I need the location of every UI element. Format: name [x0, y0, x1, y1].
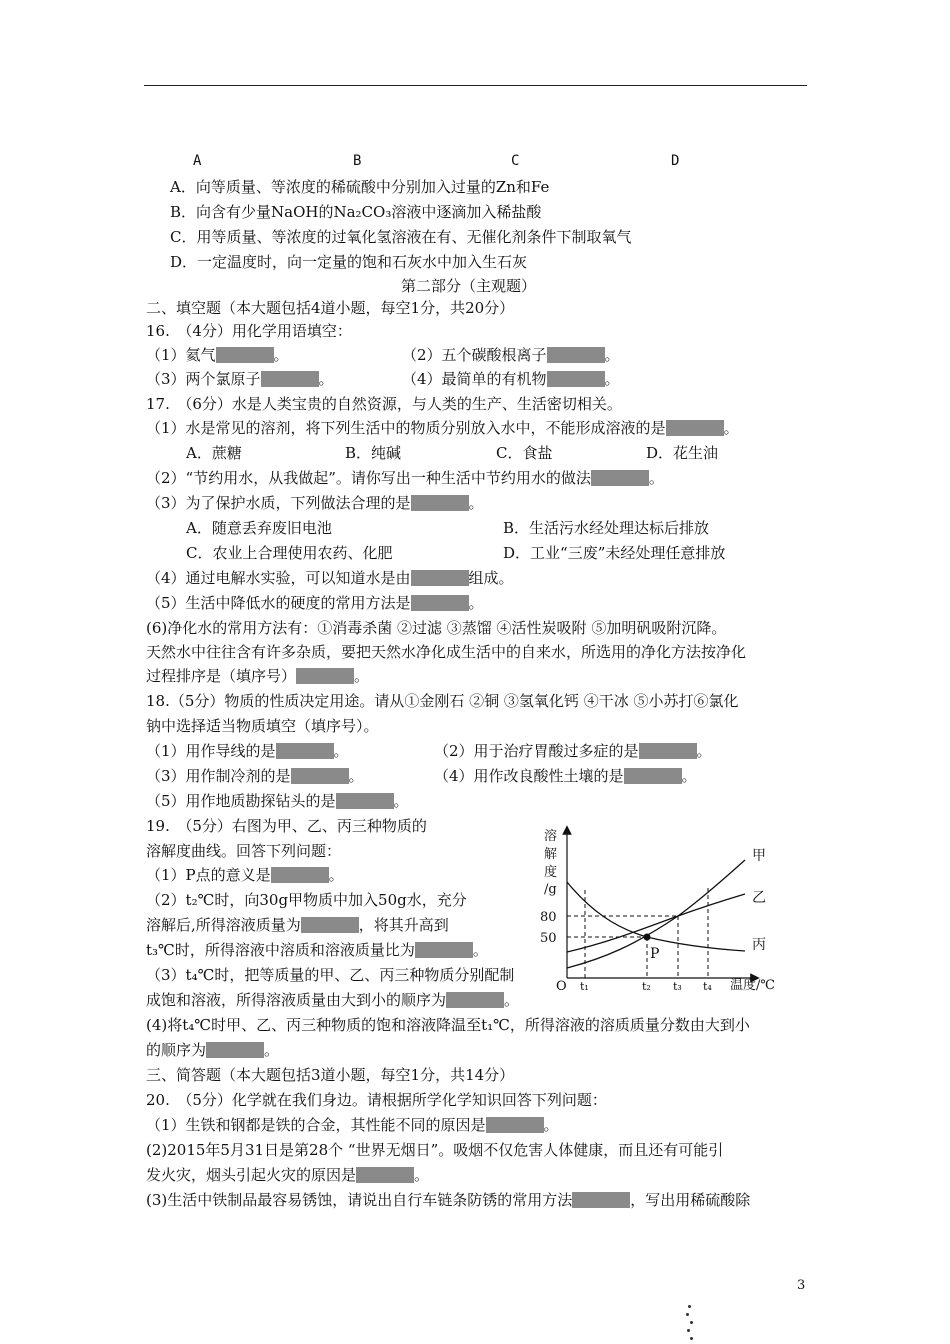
- x-tick-t2: t₂: [642, 980, 651, 993]
- q17-p3-option-d: D．工业“三废”未经处理任意排放: [503, 544, 726, 562]
- artifact-dot: [687, 1329, 690, 1332]
- answer-blank[interactable]: [291, 768, 349, 784]
- answer-blank[interactable]: [206, 1042, 264, 1058]
- answer-blank[interactable]: [261, 371, 319, 387]
- q19-line2: 溶解度曲线。回答下列问题：: [146, 842, 342, 860]
- option-d: D．一定温度时，向一定量的饱和石灰水中加入生石灰: [170, 253, 528, 271]
- y-label-1: 溶: [544, 829, 558, 844]
- q20-part1: （1）生铁和钢都是铁的合金，其性能不同的原因是 。: [146, 1116, 559, 1134]
- q17-p3-option-a: A．随意丢弃废旧电池: [186, 519, 332, 537]
- y-label-4: /g: [544, 882, 557, 897]
- q19-line10: 的顺序为 。: [146, 1041, 280, 1059]
- x-tick-t3: t₃: [673, 980, 682, 993]
- answer-blank[interactable]: [591, 470, 649, 486]
- answer-blank[interactable]: [547, 371, 605, 387]
- q16-item-2: （2）五个碳酸根离子 。: [402, 346, 620, 364]
- option-c: C．用等质量、等浓度的过氧化氢溶液在有、无催化剂条件下制取氧气: [170, 228, 632, 246]
- option-a: A．向等质量、等浓度的稀硫酸中分别加入过量的Zn和Fe: [170, 178, 550, 196]
- answer-blank[interactable]: [276, 743, 334, 759]
- q19-line1: 19. （5分）右图为甲、乙、丙三种物质的: [146, 817, 427, 835]
- figure-letter-d: D: [671, 153, 680, 169]
- q17-option-b: B．纯碱: [345, 444, 402, 462]
- answer-blank[interactable]: [411, 570, 469, 586]
- x-label: 温度/℃: [730, 978, 775, 993]
- answer-blank[interactable]: [216, 347, 274, 363]
- q17-part4: （4）通过电解水实验，可以知道水是由 组成。: [146, 569, 514, 587]
- q17-part3: （3）为了保护水质，下列做法合理的是 。: [146, 494, 484, 512]
- y-label-3: 度: [544, 865, 558, 880]
- q18-stem-line2: 钠中选择适当物质填空（填序号）。: [146, 717, 379, 735]
- q17-part1: （1）水是常见的溶剂，将下列生活中的物质分别放入水中，不能形成溶液的是 。: [146, 419, 739, 437]
- q16-item-3: （3）两个氯原子 。: [146, 370, 334, 388]
- answer-blank[interactable]: [356, 1167, 414, 1183]
- q19-line4: （2）t₂℃时，向30g甲物质中加入50g水，充分: [146, 891, 467, 909]
- y-label-2: 解: [544, 847, 558, 862]
- q17-option-a: A．蔗糖: [186, 444, 242, 462]
- section2-title: 二、填空题（本大题包括4道小题，每空1分，共20分）: [146, 299, 515, 317]
- y-tick-80: 80: [540, 910, 557, 925]
- section3-title: 三、简答题（本大题包括3道小题，每空1分，共14分）: [146, 1066, 515, 1084]
- series-label-yi: 乙: [752, 890, 766, 906]
- artifact-dot: [690, 1337, 693, 1340]
- x-tick-t4: t₄: [703, 980, 712, 993]
- q19-line9: (4)将t₄℃时甲、乙、丙三种物质的饱和溶液降温至t₁℃，所得溶液的溶质质量分数由大到小: [146, 1016, 750, 1034]
- answer-blank[interactable]: [336, 793, 394, 809]
- q18-item-4: （4）用作改良酸性土壤的是 。: [434, 767, 697, 785]
- artifact-dot: [688, 1305, 691, 1308]
- answer-blank[interactable]: [411, 595, 469, 611]
- q20-part3-line1: (3)生活中铁制品最容易锈蚀，请说出自行车链条防锈的常用方法 ，写出用稀硫酸除: [146, 1191, 751, 1209]
- option-b: B．向含有少量NaOH的Na₂CO₃溶液中逐滴加入稀盐酸: [170, 203, 542, 221]
- series-label-jia: 甲: [752, 848, 766, 864]
- figure-letter-c: C: [511, 153, 520, 169]
- y-tick-50: 50: [540, 931, 557, 946]
- q16-item-4: （4）最简单的有机物 。: [402, 370, 620, 388]
- answer-blank[interactable]: [547, 347, 605, 363]
- answer-blank[interactable]: [639, 743, 697, 759]
- q17-part6-line3: 过程排序是（填序号） 。: [146, 667, 370, 685]
- q19-line6: t₃℃时，所得溶液中溶质和溶液质量比为 。: [146, 941, 488, 959]
- q18-item-5: （5）用作地质勘探钻头的是 。: [146, 792, 409, 810]
- origin-label: O: [556, 979, 567, 994]
- answer-blank[interactable]: [271, 867, 329, 883]
- q19-line8: 成饱和溶液，所得溶液质量由大到小的顺序为 。: [146, 991, 520, 1009]
- q17-part6-line1: (6)净化水的常用方法有：①消毒杀菌 ②过滤 ③蒸馏 ④活性炭吸附 ⑤加明矾吸附沉降。: [146, 619, 727, 637]
- header-rule: [144, 85, 807, 86]
- q19-line3: （1）P点的意义是 。: [146, 866, 344, 884]
- answer-blank[interactable]: [486, 1117, 544, 1133]
- q18-stem-line1: 18.（5分）物质的性质决定用途。请从①金刚石 ②铜 ③氢氧化钙 ④干冰 ⑤小苏打⑥氯化: [146, 692, 739, 710]
- answer-blank[interactable]: [415, 942, 473, 958]
- answer-blank[interactable]: [301, 917, 359, 933]
- artifact-dot: [686, 1313, 689, 1316]
- answer-blank[interactable]: [446, 992, 504, 1008]
- point-p-label: P: [650, 946, 660, 962]
- q17-part2: （2）“节约用水，从我做起”。请你写出一种生活中节约用水的做法 。: [146, 469, 664, 487]
- x-tick-t1: t₁: [580, 980, 589, 993]
- answer-blank[interactable]: [572, 1192, 630, 1208]
- q17-part6-line2: 天然水中往往含有许多杂质，要把天然水净化成生活中的自来水，所选用的净化方法按净化: [146, 643, 747, 661]
- answer-blank[interactable]: [411, 495, 469, 511]
- solubility-chart: [530, 820, 790, 995]
- answer-blank[interactable]: [296, 668, 354, 684]
- q20-part2-line1: (2)2015年5月31日是第28个 “世界无烟日”。吸烟不仅危害人体健康，而且还有可能引: [146, 1141, 724, 1159]
- q19-line7: （3）t₄℃时，把等质量的甲、乙、丙三种物质分别配制: [146, 966, 515, 984]
- q16-item-1: （1）氦气 。: [146, 346, 289, 364]
- curve-yi: [567, 894, 745, 952]
- q16-stem: 16. （4分）用化学用语填空：: [146, 322, 352, 340]
- q18-item-1: （1）用作导线的是 。: [146, 742, 349, 760]
- page-number: 3: [797, 1278, 806, 1293]
- point-p: [644, 934, 651, 941]
- figure-letter-a: A: [193, 153, 202, 169]
- curve-bing: [567, 882, 745, 951]
- q17-option-d: D．花生油: [646, 444, 719, 462]
- q20-stem: 20. （5分）化学就在我们身边。请根据所学化学知识回答下列问题：: [146, 1091, 607, 1109]
- q17-stem: 17. （6分）水是人类宝贵的自然资源，与人类的生产、生活密切相关。: [146, 395, 622, 413]
- q17-part5: （5）生活中降低水的硬度的常用方法是 。: [146, 594, 484, 612]
- answer-blank[interactable]: [624, 768, 682, 784]
- q17-p3-option-b: B．生活污水经处理达标后排放: [503, 519, 710, 537]
- q17-option-c: C．食盐: [496, 444, 553, 462]
- q20-part2-line2: 发火灾，烟头引起火灾的原因是 。: [146, 1166, 430, 1184]
- part2-title: 第二部分（主观题）: [401, 277, 537, 295]
- q18-item-3: （3）用作制冷剂的是 。: [146, 767, 364, 785]
- q19-line5: 溶解后,所得溶液质量为 ，将其升高到: [146, 916, 449, 934]
- q18-item-2: （2）用于治疗胃酸过多症的是 。: [434, 742, 712, 760]
- figure-letter-b: B: [353, 153, 362, 169]
- series-label-bing: 丙: [752, 937, 766, 953]
- answer-blank[interactable]: [666, 420, 724, 436]
- artifact-dot: [690, 1321, 693, 1324]
- q17-p3-option-c: C．农业上合理使用农药、化肥: [186, 544, 393, 562]
